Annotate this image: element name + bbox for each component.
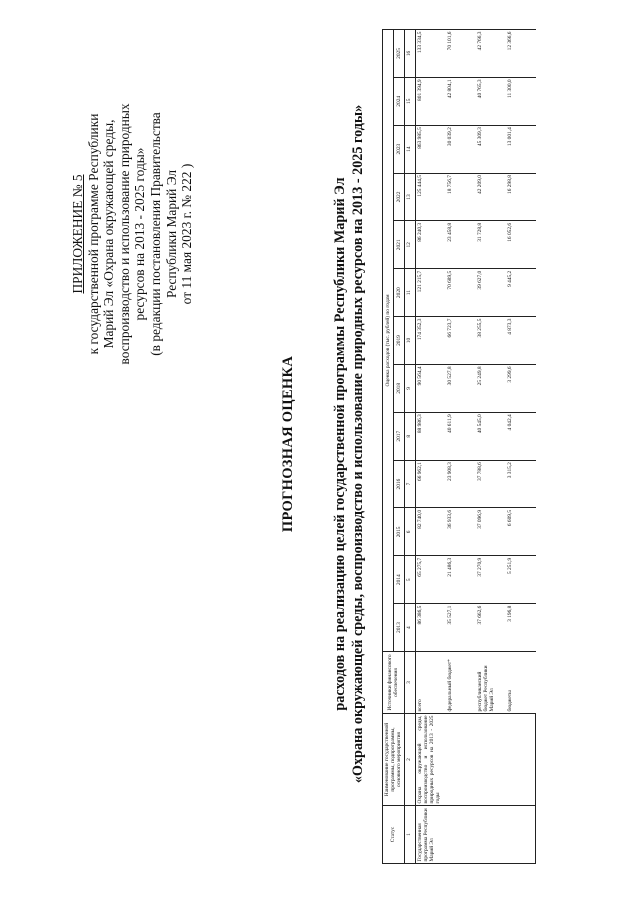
header-year: 2018 xyxy=(393,364,404,412)
column-number: 7 xyxy=(404,460,415,508)
value-cell: 39 627,0 xyxy=(476,269,506,317)
value-cell: 174 352,3 xyxy=(415,317,446,365)
value-cell: 16 298,8 xyxy=(506,173,536,221)
header-year: 2022 xyxy=(393,173,404,221)
value-cell: 30 527,8 xyxy=(446,364,476,412)
value-cell: 9 445,2 xyxy=(506,269,536,317)
column-number: 3 xyxy=(404,652,415,714)
appendix-line: Республики Марий Эл xyxy=(163,169,179,299)
header-year: 2016 xyxy=(393,460,404,508)
value-cell: 40 765,3 xyxy=(476,77,506,125)
value-cell: 12 366,6 xyxy=(506,30,536,78)
value-cell: 30 039,2 xyxy=(446,125,476,173)
appendix-date: от 11 мая 2023 г. № 222 ) xyxy=(179,163,195,305)
document-subtitle: «Охрана окружающей среды, воспроизводство и использование природных ресурсов на 2013 - 2025 годы» xyxy=(350,104,366,784)
header-year: 2020 xyxy=(393,269,404,317)
column-number: 2 xyxy=(404,714,415,806)
program-name-cell: Охрана окружающей среды, воспроизводство и использование природных ресурсов на 2013 - 2025 годы xyxy=(415,714,536,806)
source-cell: всего xyxy=(415,652,446,714)
value-cell: 37 096,9 xyxy=(476,508,506,556)
value-cell: 82 740,0 xyxy=(415,508,446,556)
column-number: 15 xyxy=(404,77,415,125)
appendix-line: к государственной программе Республики xyxy=(85,113,101,355)
header-year: 2014 xyxy=(393,556,404,604)
value-cell: 18 756,7 xyxy=(446,173,476,221)
column-number: 4 xyxy=(404,604,415,652)
column-number: 1 xyxy=(404,806,415,864)
value-cell: 5 251,9 xyxy=(506,556,536,604)
appendix-line: (в редакции постановления Правительства xyxy=(147,112,163,356)
column-number: 9 xyxy=(404,364,415,412)
value-cell: 86 386,5 xyxy=(415,604,446,652)
header-year: 2021 xyxy=(393,221,404,269)
header-estimate: Оценка расходов (тыс. рублей) по годам xyxy=(383,30,394,652)
header-source: Источники финансового обеспечения xyxy=(383,652,405,714)
value-cell: 6 609,5 xyxy=(506,508,536,556)
value-cell: 66 962,1 xyxy=(415,460,446,508)
source-cell: бюджеты xyxy=(506,652,536,714)
column-number: 6 xyxy=(404,508,415,556)
value-cell: 66 723,7 xyxy=(446,317,476,365)
column-number: 5 xyxy=(404,556,415,604)
value-cell: 38 255,5 xyxy=(476,317,506,365)
value-cell: 4 042,4 xyxy=(506,412,536,460)
value-cell: 70 689,5 xyxy=(446,269,476,317)
value-cell: 133 334,5 xyxy=(415,30,446,78)
value-cell: 3 315,2 xyxy=(506,460,536,508)
header-year: 2013 xyxy=(393,604,404,652)
column-number: 14 xyxy=(404,125,415,173)
value-cell: 88 986,3 xyxy=(415,412,446,460)
column-number: 13 xyxy=(404,173,415,221)
value-cell: 37 788,6 xyxy=(476,460,506,508)
value-cell: 16 052,6 xyxy=(506,221,536,269)
header-year: 2019 xyxy=(393,317,404,365)
column-number: 12 xyxy=(404,221,415,269)
source-cell: республиканский бюджет Республики Марий Эл xyxy=(476,652,506,714)
value-cell: 42 766,3 xyxy=(476,30,506,78)
value-cell: 13 001,4 xyxy=(506,125,536,173)
appendix-line: воспроизводство и использование природных xyxy=(116,103,132,365)
value-cell: 4 873,3 xyxy=(506,317,536,365)
header-year: 2024 xyxy=(393,77,404,125)
value-cell: 42 209,0 xyxy=(476,173,506,221)
value-cell: 37 270,9 xyxy=(476,556,506,604)
value-cell: 40 545,0 xyxy=(476,412,506,460)
value-cell: 70 101,6 xyxy=(446,30,476,78)
value-cell: 31 728,8 xyxy=(476,221,506,269)
value-cell: 21 486,3 xyxy=(446,556,476,604)
title-block xyxy=(280,14,367,874)
header-status: Статус xyxy=(383,806,405,864)
value-cell: 3 196,8 xyxy=(506,604,536,652)
status-cell: Государственная программа Республики Марий Эл xyxy=(415,806,536,864)
appendix-line: ресурсов на 2013 - 2025 годы» xyxy=(132,147,148,321)
column-number: 10 xyxy=(404,317,415,365)
value-cell: 11 300,0 xyxy=(506,77,536,125)
appendix-line: Марий Эл «Охрана окружающей среды, xyxy=(101,119,117,349)
value-cell: 37 662,6 xyxy=(476,604,506,652)
column-numbers-row xyxy=(404,30,415,864)
value-cell: 40 611,9 xyxy=(446,412,476,460)
document-title: ПРОГНОЗНАЯ ОЦЕНКА xyxy=(280,355,296,533)
value-cell: 25 249,8 xyxy=(476,364,506,412)
source-cell: федеральный бюджет* xyxy=(446,652,476,714)
header-year: 2015 xyxy=(393,508,404,556)
value-cell: 42 804,1 xyxy=(446,77,476,125)
document-subtitle: расходов на реализацию целей государственной программы Республики Марий Эл xyxy=(332,177,348,711)
value-cell: 35 527,1 xyxy=(446,604,476,652)
column-number: 16 xyxy=(404,30,415,78)
value-cell: 90 564,4 xyxy=(415,364,446,412)
value-cell: 863 985,5 xyxy=(415,125,446,173)
value-cell: 36 933,6 xyxy=(446,508,476,556)
column-number: 8 xyxy=(404,412,415,460)
column-number: 11 xyxy=(404,269,415,317)
value-cell: 125 444,5 xyxy=(415,173,446,221)
header-year: 2023 xyxy=(393,125,404,173)
header-year: 2017 xyxy=(393,412,404,460)
table-row xyxy=(415,30,446,864)
value-cell: 45 309,3 xyxy=(476,125,506,173)
appendix-block xyxy=(70,64,195,404)
value-cell: 3 299,6 xyxy=(506,364,536,412)
header-year: 2025 xyxy=(393,30,404,78)
value-cell: 23 458,8 xyxy=(446,221,476,269)
expense-table xyxy=(382,29,536,864)
value-cell: 23 908,3 xyxy=(446,460,476,508)
appendix-number: ПРИЛОЖЕНИЕ № 5 xyxy=(70,174,85,294)
value-cell: 801 394,9 xyxy=(415,77,446,125)
value-cell: 65 275,7 xyxy=(415,556,446,604)
value-cell: 121 215,7 xyxy=(415,269,446,317)
value-cell: 86 240,3 xyxy=(415,221,446,269)
header-name: Наименование государственной программы, подпрограммы, основного мероприятия xyxy=(383,714,405,806)
